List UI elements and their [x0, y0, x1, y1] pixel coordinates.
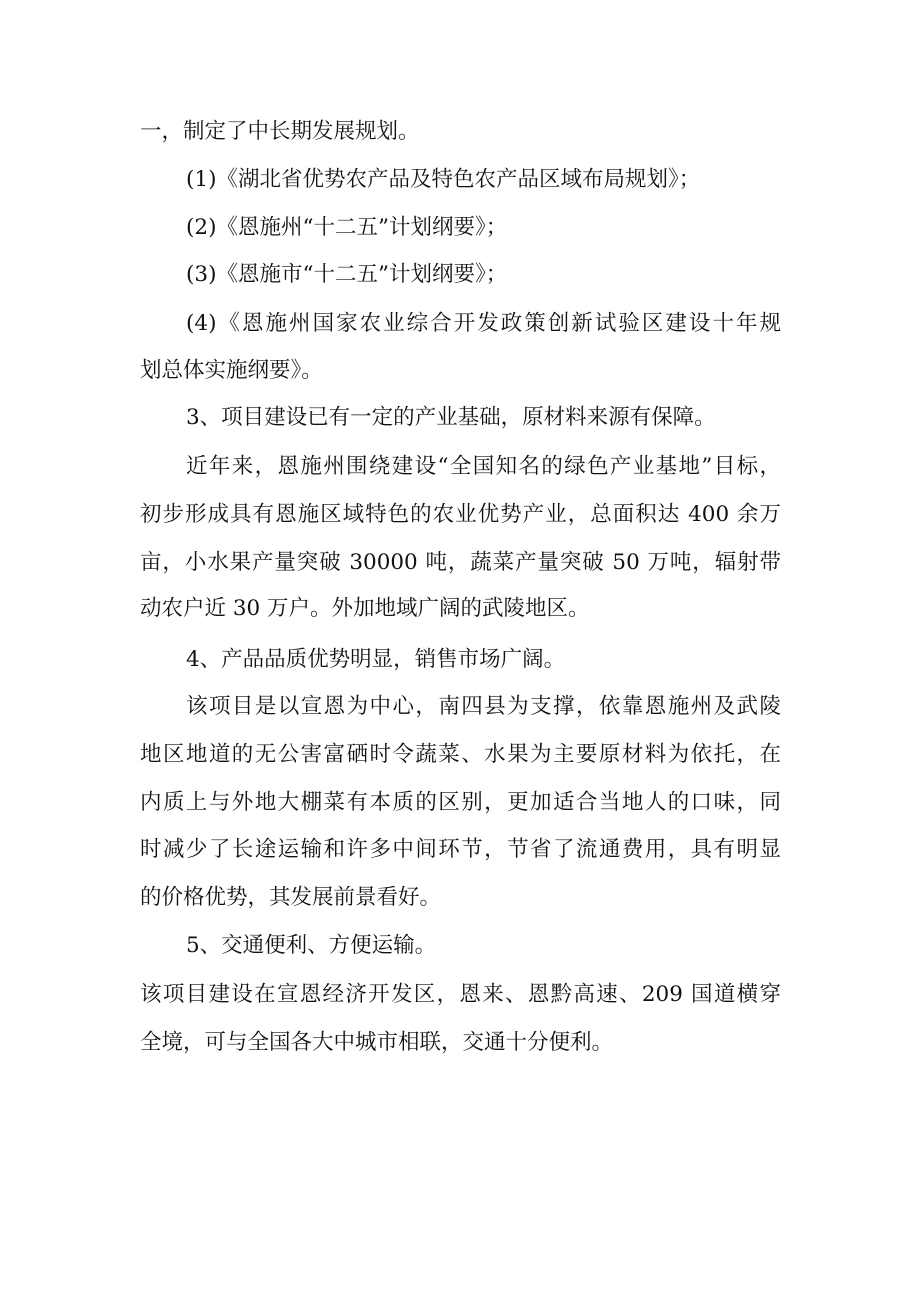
para-quality-line-2: 地区地道的无公害富硒时令蔬菜、水果为主要原材料为依托，在	[140, 742, 781, 767]
plan-item-4-line-1: (4)《恩施州国家农业综合开发政策创新试验区建设十年规	[186, 311, 781, 336]
heading-4: 4、产品品质优势明显，销售市场广阔。	[186, 647, 566, 672]
plan-item-1: (1)《湖北省优势农产品及特色农产品区域布局规划》；	[186, 167, 701, 192]
plan-item-3: (3)《恩施市“十二五”计划纲要》；	[186, 262, 508, 287]
heading-3: 3、项目建设已有一定的产业基础，原材料来源有保障。	[186, 405, 716, 430]
para-quality-line-5: 的价格优势，其发展前景看好。	[140, 885, 442, 910]
para-quality-line-3: 内质上与外地大棚菜有本质的区别，更加适合当地人的口味，同	[140, 790, 781, 815]
para-industry-base-line-3: 亩，小水果产量突破 30000 吨，蔬菜产量突破 50 万吨，辐射带	[140, 550, 781, 575]
para-transport-line-1: 该项目建设在宣恩经济开发区，恩来、恩黔高速、209 国道横穿	[140, 982, 781, 1007]
para-transport-line-2: 全境，可与全国各大中城市相联，交通十分便利。	[140, 1030, 614, 1055]
para-industry-base-line-1: 近年来，恩施州围绕建设“全国知名的绿色产业基地”目标，	[186, 454, 781, 479]
para-industry-base-line-2: 初步形成具有恩施区域特色的农业优势产业，总面积达 400 余万	[140, 502, 781, 527]
plan-item-2: (2)《恩施州“十二五”计划纲要》；	[186, 215, 508, 240]
plan-item-4-line-2: 划总体实施纲要》。	[140, 358, 323, 383]
para-quality-line-4: 时减少了长途运输和许多中间环节，节省了流通费用，具有明显	[140, 837, 781, 862]
heading-5: 5、交通便利、方便运输。	[186, 933, 437, 958]
para-industry-base-line-4: 动农户近 30 万户。外加地域广阔的武陵地区。	[140, 596, 590, 621]
para-plan-intro: 一，制定了中长期发展规划。	[140, 119, 420, 144]
para-quality-line-1: 该项目是以宣恩为中心，南四县为支撑，依靠恩施州及武陵	[186, 694, 781, 719]
